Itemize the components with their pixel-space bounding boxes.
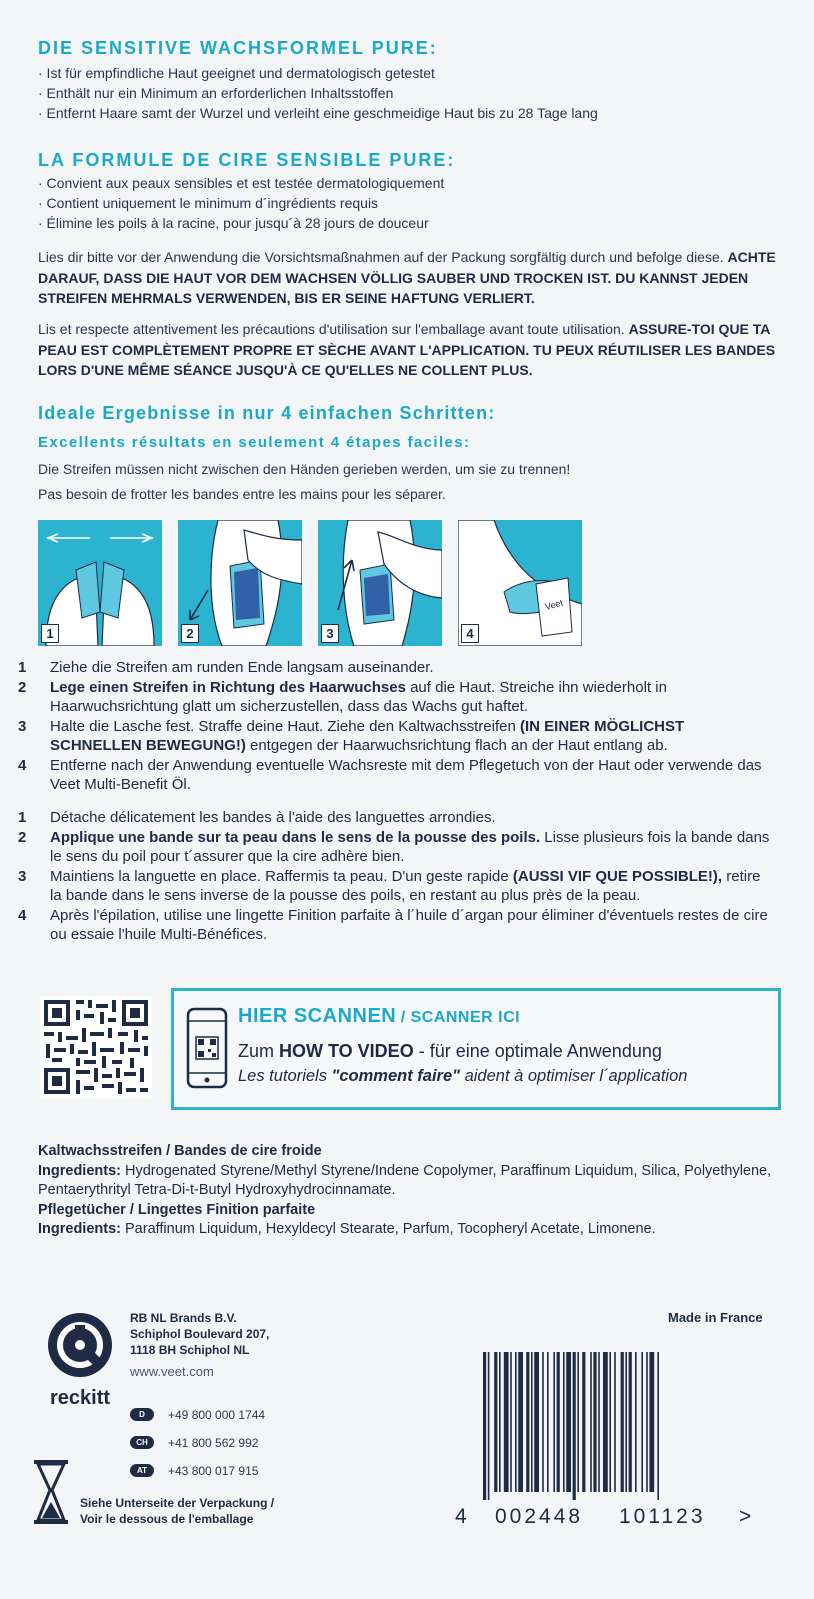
results-title-de: Ideale Ergebnisse in nur 4 einfachen Schritten: — [38, 403, 496, 423]
company-address — [130, 1310, 269, 1379]
ingredients-heading-wipes: Pflegetücher / Lingettes Finition parfaite — [38, 1201, 316, 1218]
precautions-de-bold: ACHTE DARAUF, DASS DIE HAUT VOR DEM WACHSEN VÖLLIG SAUBER UND TROCKEN IST. DU KANNST JEDEN STREIFEN MEHRMALS VERWENDEN, BIS ER SEINE HAFTUNG VERLIERT. — [38, 249, 776, 306]
barcode-bar — [526, 1352, 529, 1492]
step-item — [18, 906, 774, 945]
step-item — [18, 717, 774, 756]
scan-callout[interactable] — [171, 988, 781, 1110]
barcode-bar — [483, 1352, 486, 1500]
section-fr-bullets — [38, 173, 444, 233]
scan-text-bold: "comment faire" — [331, 1067, 460, 1085]
qr-code[interactable] — [40, 996, 152, 1098]
barcode-bar — [510, 1352, 512, 1492]
barcode-bar — [515, 1352, 517, 1492]
bullet-item: · Enthält nur ein Minimum an erforderlichen Inhaltsstoffen — [38, 85, 394, 101]
barcode-bar — [534, 1352, 539, 1492]
barcode-left-digits: 002448 — [495, 1505, 584, 1528]
barcode-bar — [531, 1352, 533, 1492]
step-number: 2 — [18, 828, 27, 846]
results-title-fr: Excellents résultats en seulement 4 étapes faciles: — [38, 434, 471, 451]
bullet-item: · Ist für empfindliche Haut geeignet und dermatologisch getestet — [38, 65, 435, 81]
steps-de — [18, 658, 774, 795]
bullet-item: · Convient aux peaux sensibles et est testée dermatologiquement — [38, 175, 445, 191]
precautions-fr-bold: ASSURE-TOI QUE TA PEAU EST COMPLÈTEMENT PROPRE ET SÈCHE AVANT L'APPLICATION. TU PEUX RÉUTILISER LES BANDES LORS D'UNE MÊME SÉANCE JUSQU'À CE QU'ELLES NE COLLENT PLUS. — [38, 321, 776, 378]
step-number-badge: 3 — [321, 624, 339, 643]
scan-text-bold: HOW TO VIDEO — [279, 1041, 414, 1061]
ingredients-list-strips: Hydrogenated Styrene/Methyl Styrene/Indene Copolymer, Paraffinum Liquidum, Silica, Polyethylene, Pentaerythrityl Tetra-Di-t-Butyl Hydroxyhydrocinnamate. — [38, 1162, 772, 1198]
step-text: Entferne nach der Anwendung eventuelle Wachsreste mit dem Pflegetuch von der Haut oder verwende das Veet Multi-Benefit Öl. — [50, 756, 762, 793]
barcode-bar — [593, 1352, 596, 1492]
step-number: 1 — [18, 809, 27, 826]
see-below-fr: Voir le dessous de l'emballage — [80, 1512, 254, 1526]
precautions-fr-text: Lis et respecte attentivement les précautions d'utilisation sur l'emballage avant toute utilisation. — [38, 321, 625, 337]
phone-number[interactable]: +49 800 000 1744 — [168, 1408, 266, 1422]
phone-list — [130, 1406, 265, 1480]
ingredients-heading-strips: Kaltwachsstreifen / Bandes de cire froide — [38, 1143, 322, 1159]
precautions-fr — [38, 319, 778, 381]
barcode-bar — [553, 1352, 555, 1492]
ingredients-list-wipes: Paraffinum Liquidum, Hexyldecyl Stearate, Parfum, Tocopheryl Acetate, Limonene. — [120, 1221, 656, 1237]
step-number-badge: 4 — [461, 624, 479, 643]
step-text-bold: Applique une bande sur ta peau dans le sens de la pousse des poils. — [50, 828, 541, 846]
step-number: 1 — [18, 659, 27, 676]
hourglass-icon — [30, 1458, 72, 1526]
reckitt-logo — [40, 1310, 120, 1410]
bullet-item: · Entfernt Haare samt der Wurzel und verleiht eine geschmeidige Haut bis zu 28 Tage lang — [38, 105, 598, 121]
country-badge: D — [130, 1408, 154, 1421]
step-text: Après l'épilation, utilise une lingette Finition parfaite à l´huile d´argan pour éliminer d'éventuels restes de cire ou essaie l'huile Multi-Bénéfices. — [50, 906, 768, 943]
step-text: Lisse plusieurs fois la bande dans le sens du poil pour t´assurer que la cire adhère bien. — [50, 828, 770, 865]
step-illustration-4 — [458, 520, 582, 646]
scan-title-de: HIER SCANNEN — [238, 1005, 397, 1027]
barcode — [455, 1352, 755, 1527]
barcode-bar — [518, 1352, 523, 1492]
barcode-right-digits: 101123 — [619, 1505, 706, 1528]
precautions-de — [38, 247, 778, 309]
bullet-item: · Contient uniquement le minimum d´ingrédients requis — [38, 195, 379, 211]
phone-row — [130, 1406, 265, 1424]
step-text: entgegen der Haarwuchsrichtung flach an der Haut entlang ab. — [245, 737, 668, 754]
barcode-bars — [455, 1352, 755, 1500]
precautions-de-text: Lies dir bitte vor der Anwendung die Vorsichtsmaßnahmen auf der Packung sorgfältig durch und befolge diese. — [38, 249, 724, 265]
phone-number[interactable]: +43 800 017 915 — [168, 1464, 259, 1478]
step-number: 3 — [18, 717, 27, 735]
company-name: RB NL Brands B.V. — [130, 1311, 237, 1325]
scan-title — [238, 1005, 520, 1028]
step-item — [18, 756, 774, 795]
step-text-bold: (AUSSI VIF QUE POSSIBLE!), — [512, 867, 723, 885]
step-text: Ziehe die Streifen am runden Ende langsam auseinander. — [50, 659, 434, 676]
barcode-bar — [499, 1352, 501, 1492]
step-number: 2 — [18, 678, 27, 696]
step-item — [18, 808, 774, 828]
see-below-de: Siehe Unterseite der Verpackung / — [80, 1496, 275, 1510]
barcode-arrow: > — [739, 1505, 752, 1528]
scan-text: aident à optimiser l´application — [459, 1067, 688, 1085]
country-badge: CH — [130, 1436, 154, 1449]
barcode-bar — [557, 1352, 560, 1492]
step-item — [18, 678, 774, 717]
barcode-digits — [455, 1505, 755, 1531]
barcode-bar — [577, 1352, 579, 1492]
phone-row — [130, 1462, 265, 1480]
barcode-bar — [573, 1352, 576, 1500]
qr-code-icon — [40, 996, 152, 1098]
step-number: 3 — [18, 867, 27, 885]
step-item — [18, 658, 774, 678]
barcode-bar — [625, 1352, 627, 1492]
veet-wipe-label: Veet — [543, 597, 564, 612]
barcode-bar — [582, 1352, 585, 1492]
step-illustration-1 — [38, 520, 162, 646]
barcode-bar — [547, 1352, 549, 1492]
barcode-bar — [488, 1352, 490, 1500]
smartphone-qr-icon — [186, 1007, 228, 1089]
step-illustration-2 — [178, 520, 302, 646]
barcode-bar — [603, 1352, 608, 1492]
step-illustration-3 — [318, 520, 442, 646]
scan-text: - für eine optimale Anwendung — [413, 1041, 662, 1061]
step-number: 4 — [18, 756, 27, 774]
barcode-bar — [657, 1352, 659, 1500]
barcode-bar — [609, 1352, 611, 1492]
bullet-item: · Élimine les poils à la racine, pour jusqu´à 28 jours de douceur — [38, 215, 429, 231]
step-text: Halte die Lasche fest. Straffe deine Haut. Ziehe den Kaltwachsstreifen — [50, 717, 520, 735]
scan-line-fr — [238, 1067, 687, 1086]
step-number-badge: 1 — [41, 624, 59, 643]
country-badge: AT — [130, 1464, 154, 1477]
company-street: Schiphol Boulevard 207, — [130, 1327, 270, 1341]
steps-fr — [18, 808, 774, 945]
ingredients-label: Ingredients: — [38, 1162, 121, 1179]
reckitt-wordmark: reckitt — [49, 1387, 111, 1409]
section-de-title: DIE SENSITIVE WACHSFORMEL PURE: — [38, 38, 438, 58]
section-fr-title: LA FORMULE DE CIRE SENSIBLE PURE: — [38, 150, 456, 170]
scan-title-fr: / SCANNER ICI — [400, 1009, 521, 1026]
barcode-bar — [646, 1352, 648, 1492]
company-website[interactable]: www.veet.com — [130, 1364, 214, 1379]
step-text-bold: (IN EINER MÖGLICHST SCHNELLEN BEWEGUNG!) — [50, 717, 685, 754]
step-text-bold: Lege einen Streifen in Richtung des Haarwuchses — [50, 678, 406, 696]
barcode-bar — [563, 1352, 565, 1492]
section-de-bullets — [38, 63, 598, 123]
barcode-first-digit: 4 — [455, 1505, 467, 1528]
step-text: Maintiens la languette en place. Raffermis ta peau. D'un geste rapide — [50, 867, 513, 885]
barcode-bar — [494, 1352, 497, 1492]
results-note-fr: Pas besoin de frotter les bandes entre les mains pour les séparer. — [38, 486, 446, 502]
scan-text: Zum — [238, 1041, 280, 1061]
step-item — [18, 867, 774, 906]
barcode-bar — [614, 1352, 616, 1492]
scan-line-de — [238, 1041, 662, 1062]
barcode-bar — [590, 1352, 592, 1492]
ingredients-label: Ingredients: — [38, 1221, 121, 1237]
step-item — [18, 828, 774, 867]
barcode-bar — [504, 1352, 509, 1492]
phone-number[interactable]: +41 800 562 992 — [168, 1436, 259, 1450]
scan-text: Les tutoriels — [238, 1067, 332, 1085]
barcode-bar — [566, 1352, 571, 1492]
step-text: auf die Haut. Streiche ihn wiederholt in Haarwuchsrichtung glatt um sicherzustellen, dass das Wachs gut haftet. — [50, 678, 667, 715]
step-text: retire la bande dans le sens inverse de la pousse des poils, en restant au plus près de la peau. — [50, 867, 761, 904]
see-package-bottom — [80, 1495, 274, 1527]
made-in-label: Made in France — [668, 1310, 763, 1325]
ingredients-block — [38, 1142, 778, 1240]
barcode-bar — [649, 1352, 654, 1492]
step-number-badge: 2 — [181, 624, 199, 643]
barcode-bar — [635, 1352, 637, 1492]
step-text: Détache délicatement les bandes à l'aide des languettes arrondies. — [50, 809, 496, 826]
step-number: 4 — [18, 906, 27, 924]
company-city: 1118 BH Schiphol NL — [130, 1343, 250, 1357]
barcode-bar — [641, 1352, 643, 1492]
barcode-bar — [621, 1352, 624, 1492]
phone-row — [130, 1434, 265, 1452]
reckitt-r-icon — [40, 1310, 120, 1380]
results-note-de: Die Streifen müssen nicht zwischen den Händen gerieben werden, um sie zu trennen! — [38, 461, 571, 477]
barcode-bar — [598, 1352, 600, 1492]
barcode-bar — [542, 1352, 544, 1492]
barcode-bar — [629, 1352, 632, 1492]
